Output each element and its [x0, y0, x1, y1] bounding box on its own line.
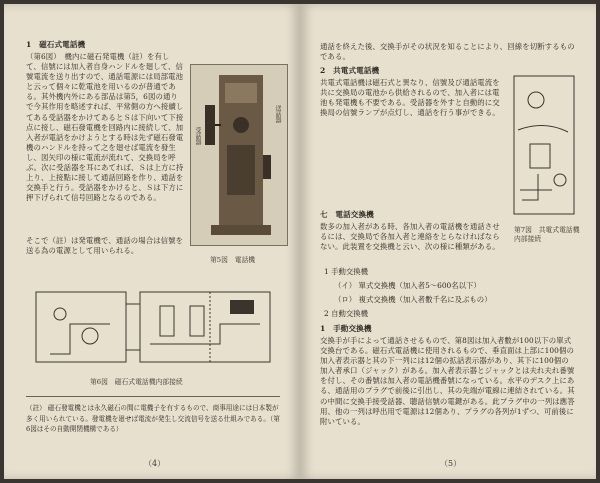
list-item-2: 2 自動交換機: [324, 309, 369, 318]
footnote-text: 磁石發電機とは永久磁石の間に電機子を有するもので、商事用途には日本製が多く用いられている。發電機を廻せば電流が発生し交流信号を送る仕組みである。（第6図はその自動開閉機構である）: [26, 404, 280, 433]
footnote-marker: （註）: [26, 404, 46, 412]
fig6-caption: 第6図 磁石式電話機内部接続: [90, 378, 183, 386]
manual-section: [320, 324, 576, 334]
fig5-caption: 第5図 電話機: [210, 256, 256, 264]
list-item-1: 1 手動交換機: [324, 267, 369, 276]
left-page-number: （4）: [144, 459, 166, 468]
fig5-photo: [190, 64, 288, 246]
section1-body: （第6図） 機内に磁石発電機（註）を有して、信號には加入者自身ハンドルを廻して、信號電流を送り出すので、通話電源には局部電池と云って個々に乾電池を用いるのが普通である。其外機内外にある部品は第5，6図の通りで今其作用を略述すれば、平常側の方へ接續してある受話器をかけてあるとＳは下向いて下接点に接し、磁石發電機を回路内に接続して、加入者が電話をかけようとする時は先ず磁石發電機のハンドルを持って之を廻せば電流を發生し、図矢印の様に電流が流れて、交換局を呼ぶ。次に受話器を耳にあてれば、Ｓは上方に持上り、上接點に接して通話回路を作り、通話を交換手と行う。受話器をかけると、Ｓは下方に押下げられて信号回路となるのである。: [26, 52, 184, 203]
section2-heading: 2 共電式電話機: [320, 66, 380, 75]
manual-body: 交換手が手によって通話させるもので、第8図は加入者數が100以下の單式交換台である。磁石式電話機に使用されるもので、垂直面は上部に100個の加入者表示器と其の下一列には12個の拡話表示器があり、其下に100個の加入者承口（ジャック）がある。加入者表示器とジャックとは夫れ夫れ番號を付し、その番號は加入者の電話機番號になっている。水平のデスク上にある、通話用のプラグで前後に引出し、其の先端が電線に連結されている。其の中間に交換手接受話器、聴話信號の電鍵がある。此プラグ中の一列は應答用、他の一列は呼出用で電源は12個あり、プラグの各列が1ずつ、可前後に附いている。: [320, 336, 575, 426]
fig7-circuit-diagram: [508, 70, 584, 220]
section7: [320, 210, 506, 220]
section7-heading: 七 電話交換機: [320, 210, 374, 219]
fig6-circuit-diagram: [30, 284, 280, 372]
right-page: [300, 4, 596, 479]
section2-body: 共電式電話機は磁石式と異なり、信號及び通話電流を共に交換局の電池から供給されるので、加入者には電池も発電機も不要である。受話器を外すと自動的に交換局の信號ランプが点灯し、通話を行う事ができる。: [320, 78, 500, 118]
right-intro: 通話を終えた後、交換手がその状況を知ることにより、回線を切断するものである。: [320, 42, 575, 62]
section2: [320, 66, 500, 76]
section1-body2: そこで（註）は発電機で、通話の場合は信號を送る為の電源として用いられる。: [26, 236, 184, 256]
list-item-1a: （イ） 單式交換機（加入者5〜600名以下）: [334, 281, 481, 290]
book-spread: [4, 4, 596, 479]
list-item-1b: （ロ） 複式交換機（加入者數千名に及ぶもの）: [334, 295, 492, 304]
manual-heading: 1 手動交換機: [320, 324, 372, 333]
section7-body: 数多の加入者がある時、各加入者の電話機を通話させるには、交換局で各加入者と連絡をとらなければならない。此装置を交換機と云い、次の様に種類がある。: [320, 222, 500, 252]
fig7-caption: 第7図 共電式電話機内部接続: [514, 226, 580, 243]
left-page: [4, 4, 300, 479]
fig5-label-receiver: 受話器: [194, 127, 201, 145]
section1-text: [26, 40, 276, 50]
section1-heading: 1 磁石式電話機: [26, 40, 86, 49]
footnote: [26, 396, 280, 435]
right-page-number: （5）: [440, 459, 462, 468]
fig5-label-transmitter: 送話器: [274, 105, 281, 123]
telephone-illustration: [191, 65, 287, 245]
